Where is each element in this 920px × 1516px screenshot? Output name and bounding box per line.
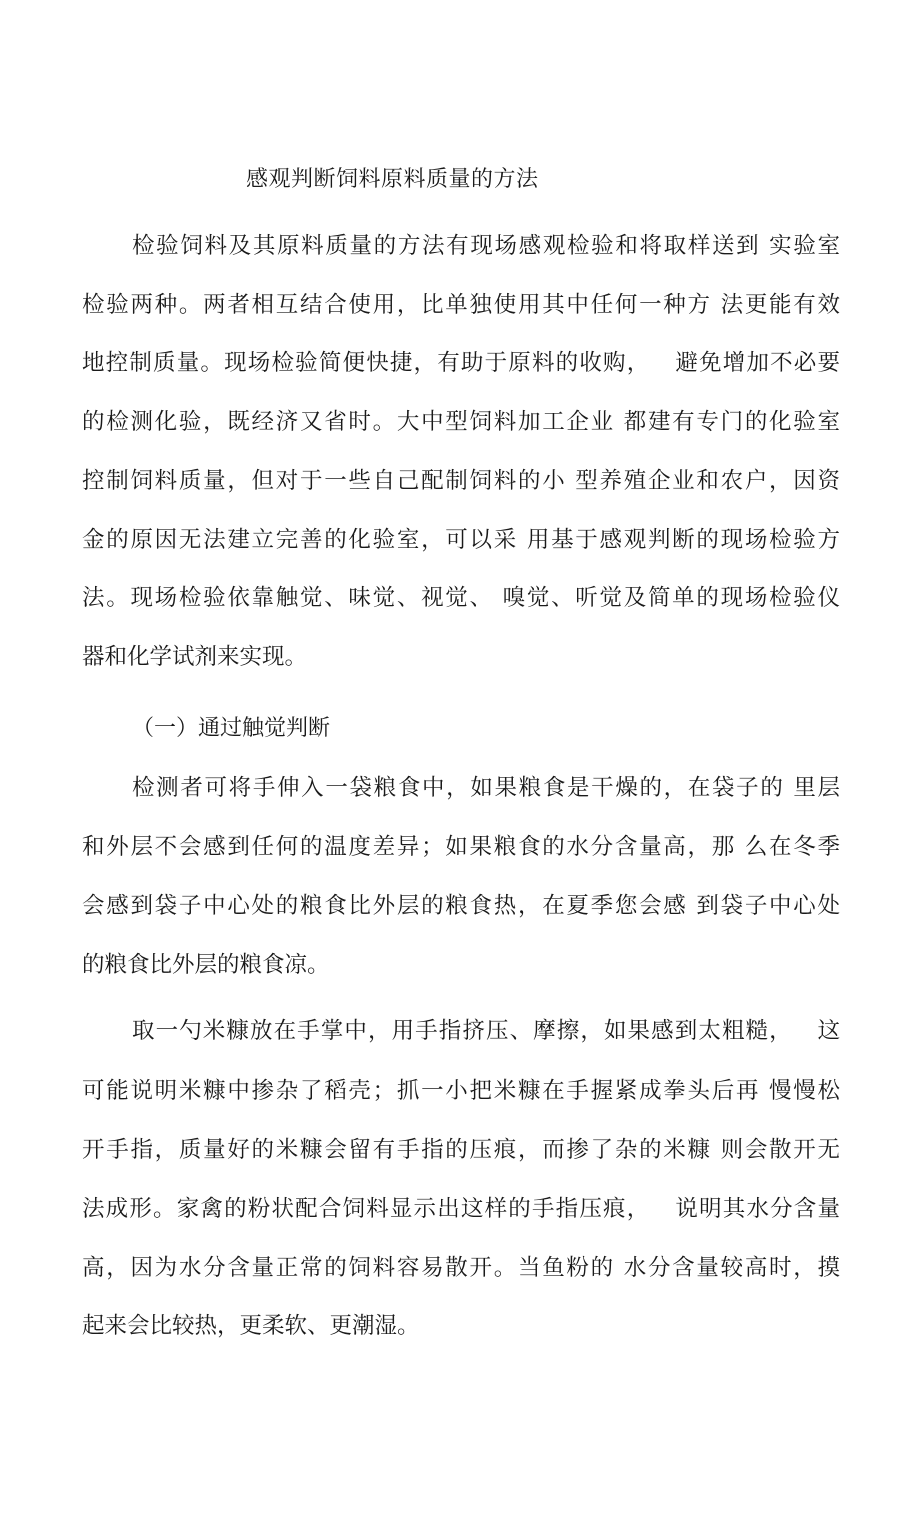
paragraph-1-line-7: 法。现场检验依靠触觉、味觉、视觉、 嗅觉、听觉及简单的现场检验仪	[82, 585, 840, 611]
paragraph-2-line-3: 会感到袋子中心处的粮食比外层的粮食热，在夏季您会感 到袋子中心处	[82, 893, 840, 919]
paragraph-3-line-3: 开手指，质量好的米糠会留有手指的压痕，而掺了杂的米糠 则会散开无	[82, 1137, 840, 1163]
document-title: 感观判断饲料原料质量的方法	[246, 167, 539, 192]
paragraph-3-line-2: 可能说明米糠中掺杂了稻壳；抓一小把米糠在手握紧成拳头后再 慢慢松	[82, 1078, 840, 1104]
paragraph-1-line-2: 检验两种。两者相互结合使用，比单独使用其中任何一种方 法更能有效	[82, 292, 840, 318]
paragraph-3-line-6: 起来会比较热，更柔软、更潮湿。	[82, 1313, 420, 1339]
paragraph-1-line-8: 器和化学试剂来实现。	[82, 644, 308, 670]
paragraph-1-line-3: 地控制质量。现场检验简便快捷，有助于原料的收购， 避免增加不必要	[82, 350, 840, 376]
paragraph-1-line-6: 金的原因无法建立完善的化验室，可以采 用基于感观判断的现场检验方	[82, 527, 840, 553]
paragraph-1-line-1: 检验饲料及其原料质量的方法有现场感观检验和将取样送到 实验室	[132, 233, 840, 259]
section-heading-tactile: （一）通过触觉判断	[132, 716, 331, 741]
paragraph-3-line-4: 法成形。家禽的粉状配合饲料显示出这样的手指压痕， 说明其水分含量	[82, 1196, 840, 1222]
paragraph-2-line-2: 和外层不会感到任何的温度差异；如果粮食的水分含量高，那 么在冬季	[82, 834, 840, 860]
paragraph-2-line-1: 检测者可将手伸入一袋粮食中，如果粮食是干燥的，在袋子的 里层	[132, 775, 840, 801]
paragraph-1-line-5: 控制饲料质量，但对于一些自己配制饲料的小 型养殖企业和农户，因资	[82, 468, 840, 494]
paragraph-1-line-4: 的检测化验，既经济又省时。大中型饲料加工企业 都建有专门的化验室	[82, 409, 840, 435]
paragraph-3-line-5: 高，因为水分含量正常的饲料容易散开。当鱼粉的 水分含量较高时，摸	[82, 1255, 840, 1281]
paragraph-3-line-1: 取一勺米糠放在手掌中，用手指挤压、摩擦，如果感到太粗糙， 这	[132, 1018, 840, 1044]
paragraph-2-line-4: 的粮食比外层的粮食凉。	[82, 952, 330, 978]
